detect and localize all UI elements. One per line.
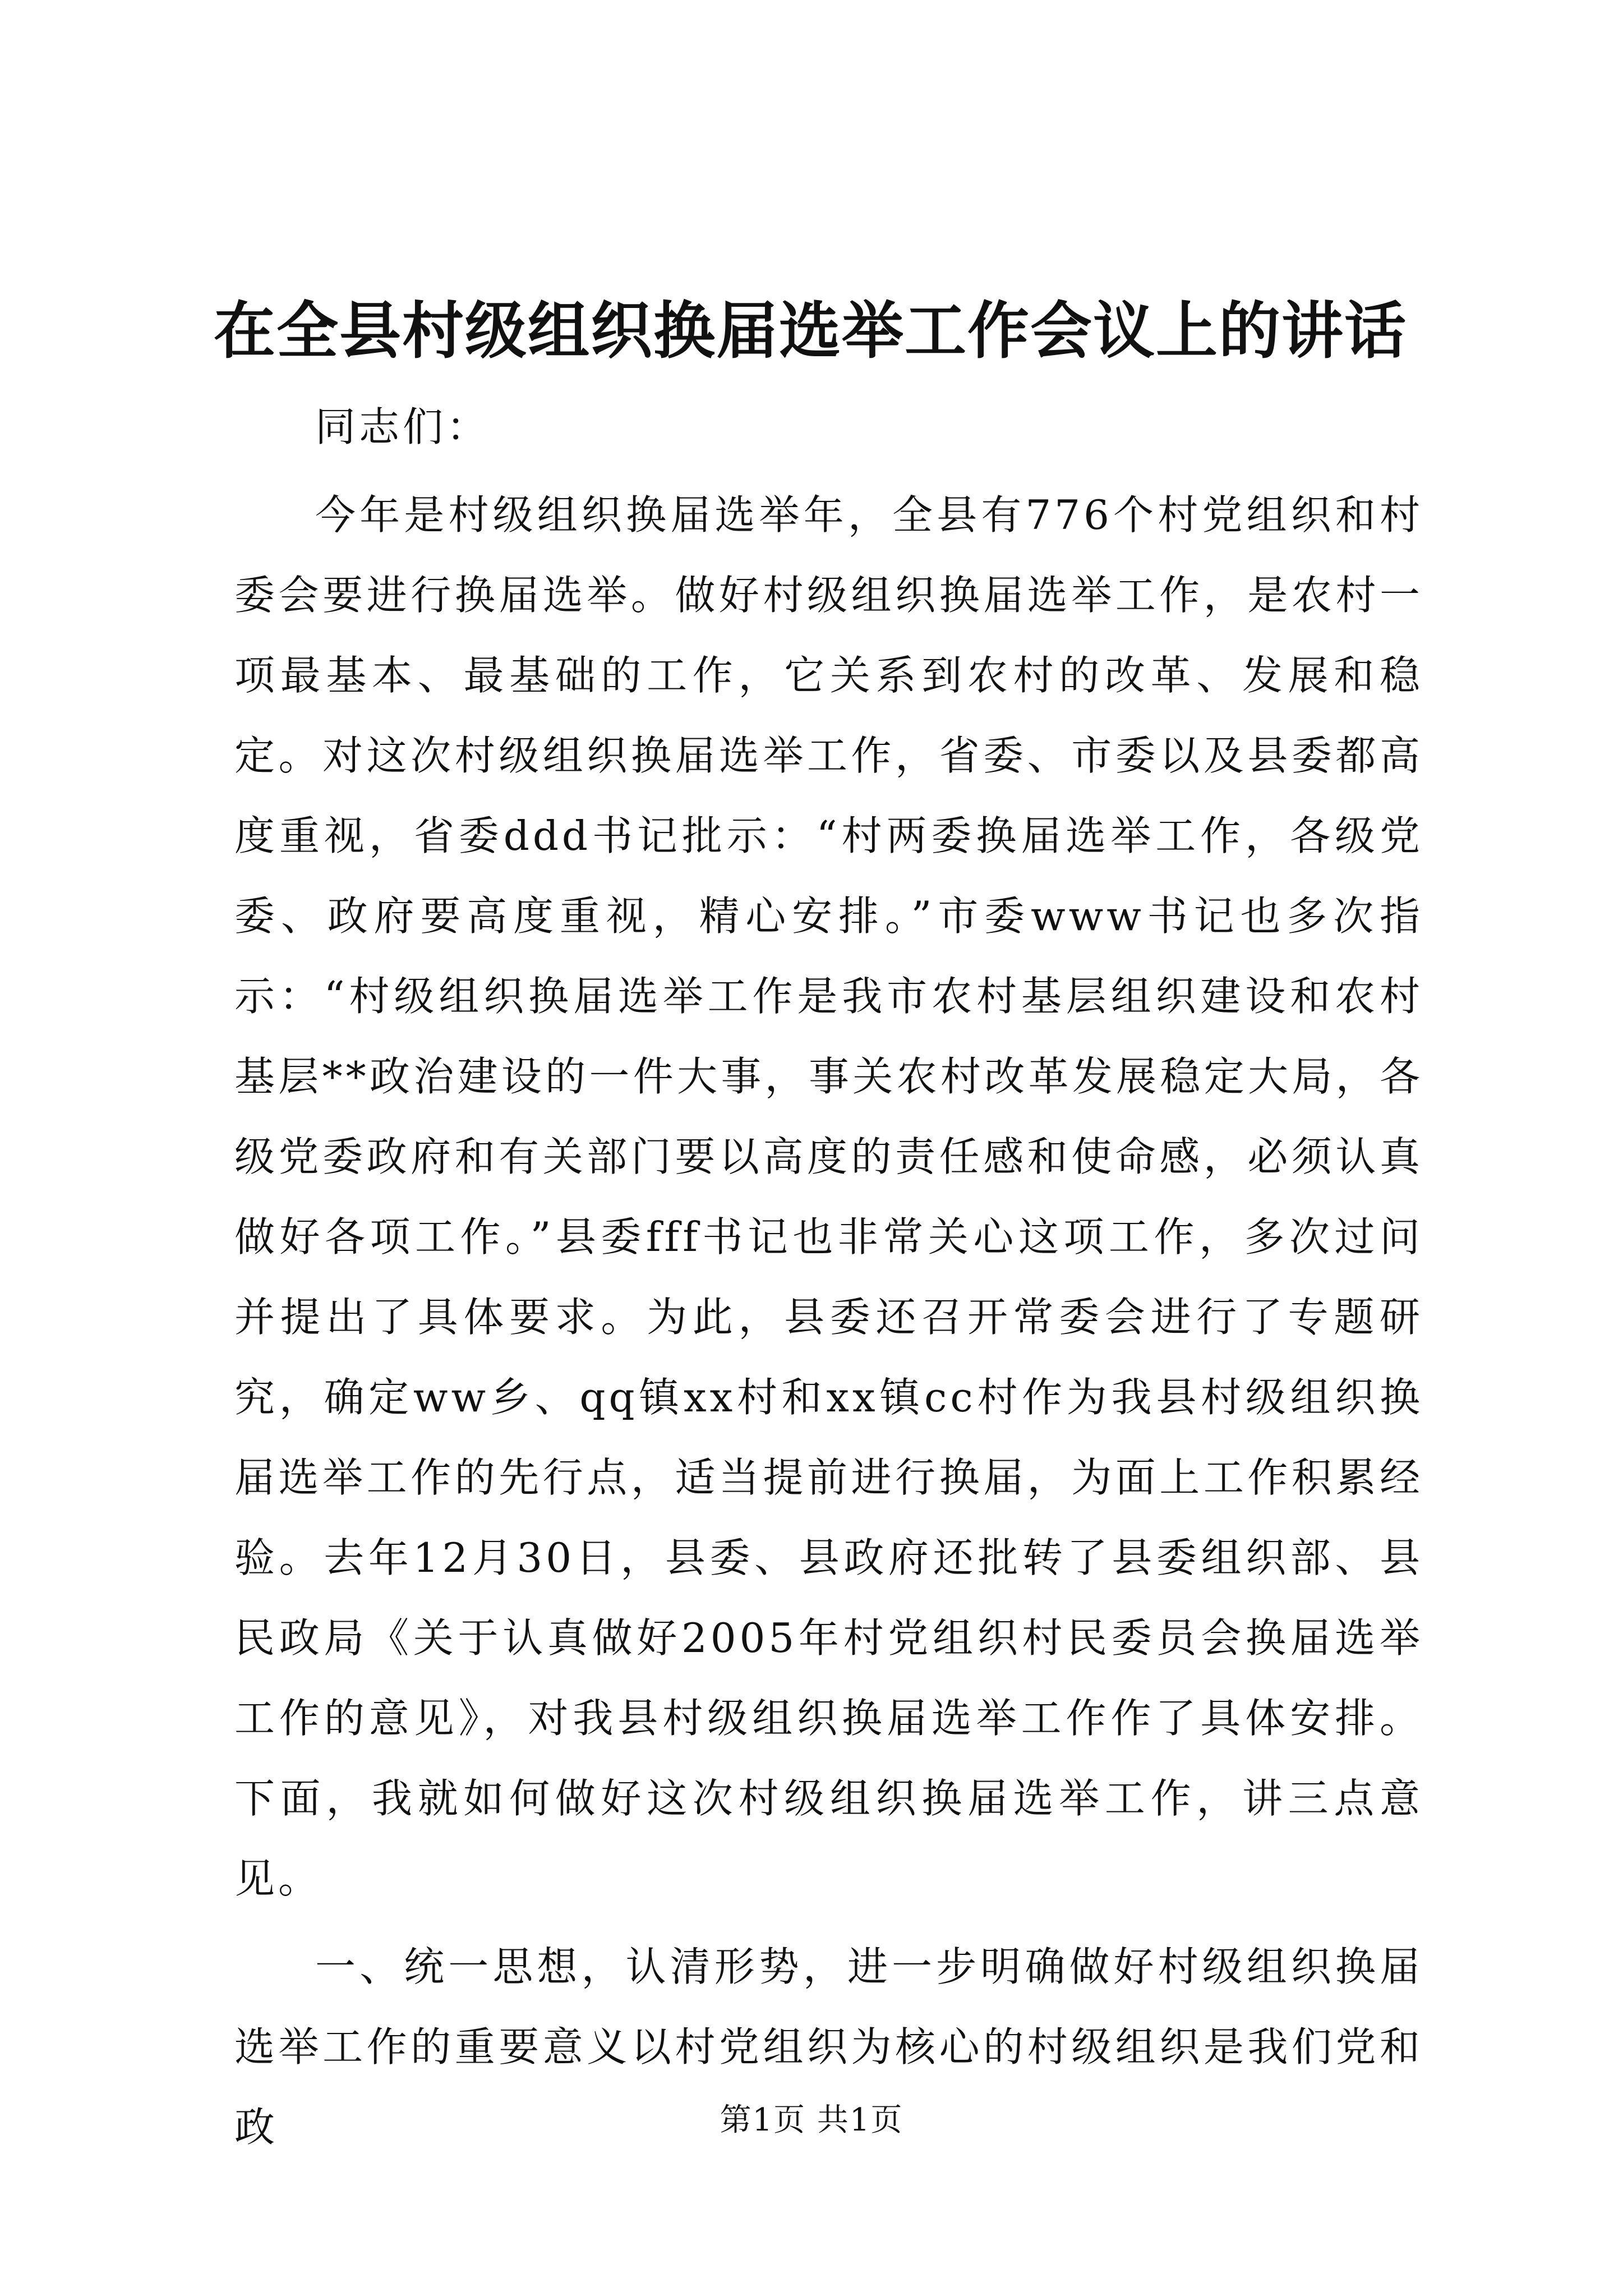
paragraph-intro: 今年是村级组织换届选举年，全县有776个村党组织和村委会要进行换届选举。做好村级组织换届选举工作，是农村一项最基本、最基础的工作，它关系到农村的改革、发展和稳定。对这次村级组织换届选举工作，省委、市委以及县委都高度重视，省委ddd书记批示：“村两委换届选举工作，各级党委、政府要高度重视，精心安排。”市委www书记也多次指示：“村级组织换届选举工作是我市农村基层组织建设和农村基层**政治建设的一件大事，事关农村改革发展稳定大局，各级党委政府和有关部门要以高度的责任感和使命感，必须认真做好各项工作。”县委fff书记也非常关心这项工作，多次过问并提出了具体要求。为此，县委还召开常委会进行了专题研究，确定ww乡、qq镇xx村和xx镇cc村作为我县村级组织换届选举工作的先行点，适当提前进行换届，为面上工作积累经验。去年12月30日，县委、县政府还批转了县委组织部、县民政局《关于认真做好2005年村党组织村民委员会换届选举工作的意见》，对我县村级组织换届选举工作作了具体安排。下面，我就如何做好这次村级组织换届选举工作，讲三点意见。 <box>234 491 1423 1902</box>
document-body <box>234 387 1423 2168</box>
document-title: 在全县村级组织换届选举工作会议上的讲话 <box>214 295 1407 367</box>
paragraph-section-one: 一、统一思想，认清形势，进一步明确做好村级组织换届选举工作的重要意义以村党组织为核心的村级组织是我们党和政 <box>234 1943 1423 2151</box>
salutation: 同志们： <box>315 403 491 450</box>
page-footer: 第1页 共1页 <box>720 2102 903 2138</box>
